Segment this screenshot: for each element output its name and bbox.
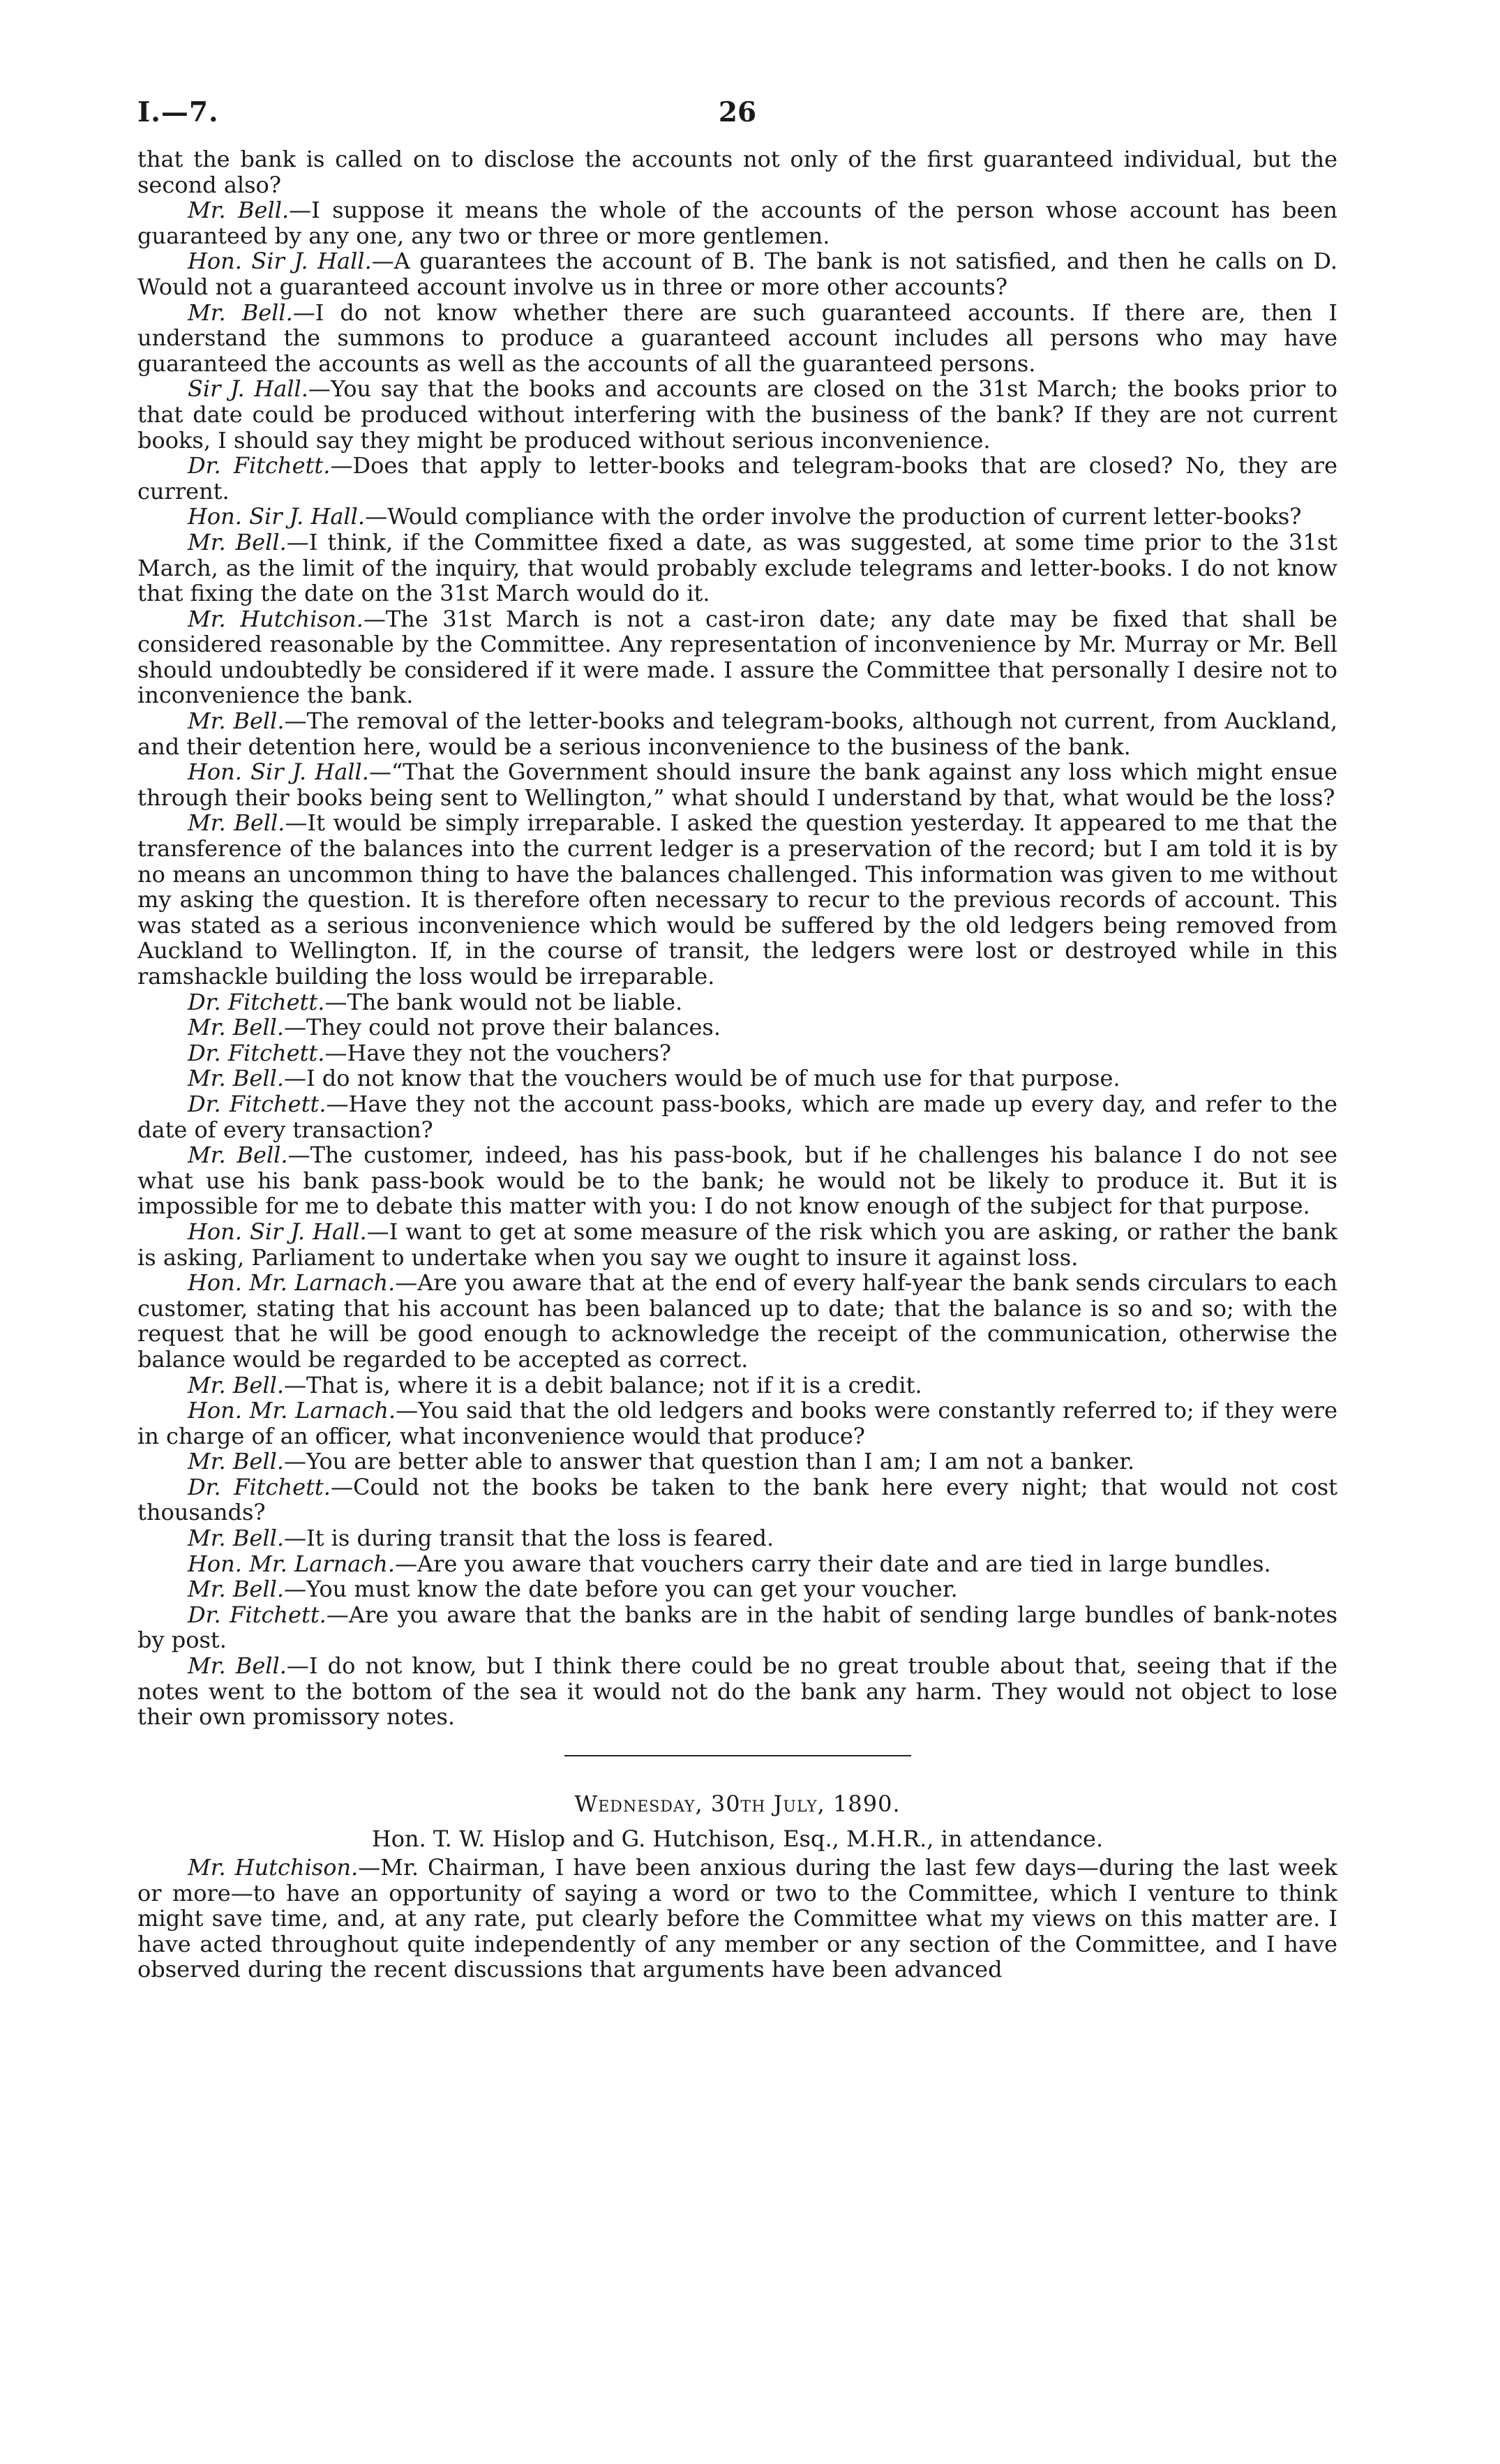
paragraph-text: —Have they not the account pass-books, which are made up every day, and refer to the date of every transaction?: [137, 1090, 1338, 1143]
paragraph-text: —I do not know whether there are such guaranteed accounts. If there are, then I understand the summons to produce a guaranteed account includes all persons who may have guaranteed the accounts as well as the accounts of all the guaranteed persons.: [137, 299, 1338, 377]
paragraph: [137, 1449, 1337, 1474]
paragraph: [137, 1015, 1337, 1040]
paragraph: [137, 1373, 1337, 1398]
paragraph: [137, 504, 1337, 530]
speaker-name: Mr. Bell.: [188, 1576, 284, 1603]
paragraph-text: —Mr. Chairman, I have been anxious during the last few days—during the last week or more—to have an opportunity of saying a word or two to the Committee, which I venture to think might save time, and, at any rate, put clearly before the Committee what my views on this matter are. I have acted throughout quite independently of any member or any section of the Committee, and I have observed during the recent discussions that arguments have been advanced: [137, 1854, 1338, 1983]
paragraph-text: —I suppose it means the whole of the accounts of the person whose account has been guaranteed by any one, any two or three or more gentlemen.: [137, 197, 1338, 249]
attendance-line: Hon. T. W. Hislop and G. Hutchison, Esq., M.H.R., in attendance.: [371, 1825, 1104, 1853]
speaker-name: Dr. Fitchett.: [188, 1473, 331, 1500]
paragraph: [137, 1398, 1337, 1449]
paragraph-text: —A guarantees the account of B. The bank is not satisfied, and then he calls on D. Would not a guaranteed account involve us in three or more other accounts?: [137, 248, 1338, 300]
speaker-name: Mr. Bell.: [188, 528, 287, 555]
speaker-name: Dr. Fitchett.: [188, 452, 331, 479]
speaker-name: Hon. Sir J. Hall.: [188, 503, 366, 530]
paragraph: [137, 1576, 1337, 1602]
body-text: [137, 147, 1337, 1983]
paragraph-text: —The 31st March is not a cast-iron date; any date may be fixed that shall be considered reasonable by the Committee. Any representation of inconvenience by Mr. Murray or Mr. Bell should undoubtedly be considered if it were made. I assure the Committee that personally I desire not to inconvenience the bank.: [137, 605, 1338, 709]
speaker-name: Mr. Bell.: [188, 1065, 284, 1092]
speaker-name: Dr. Fitchett.: [188, 988, 325, 1015]
speaker-name: Mr. Bell.: [188, 708, 285, 735]
speaker-name: Mr. Hutchison.: [188, 605, 363, 632]
paragraph: [137, 990, 1337, 1015]
speaker-name: Mr. Bell.: [188, 1371, 284, 1398]
paragraph-text: —I think, if the Committee fixed a date, as was suggested, at some time prior to the 31st March, as the limit of the inquiry, that would probably exclude telegrams and letter-books. I do not know that fixing the date on the 31st March would do it.: [137, 528, 1338, 607]
paragraph: [137, 1091, 1337, 1142]
running-header: [137, 96, 1337, 138]
paragraph-text: —You are better able to answer that question than I am; I am not a banker.: [283, 1448, 1135, 1475]
speaker-name: Sir J. Hall.: [188, 375, 308, 403]
paragraph: [137, 1525, 1337, 1551]
paragraph-text: —Are you aware that vouchers carry their date and are tied in large bundles.: [395, 1550, 1271, 1577]
speaker-name: Mr. Bell.: [188, 1014, 284, 1041]
speaker-name: Hon. Mr. Larnach.: [188, 1550, 396, 1577]
paragraph: [137, 248, 1337, 299]
section-paragraphs: [137, 1855, 1337, 1983]
speaker-name: Mr. Bell.: [188, 809, 285, 837]
paragraph-text: —That is, where it is a debit balance; not if it is a credit.: [283, 1371, 922, 1398]
speaker-name: Hon. Sir J. Hall.: [188, 759, 369, 786]
paragraph: [137, 1270, 1337, 1372]
paragraph-text: —I want to get at some measure of the risk which you are asking, or rather the bank is asking, Parliament to undertake when you say we ought to insure it against loss.: [137, 1218, 1338, 1271]
paragraph-text: —Are you aware that the banks are in the habit of sending large bundles of bank-notes by post.: [137, 1601, 1338, 1654]
speaker-name: Dr. Fitchett.: [188, 1090, 327, 1117]
speaker-name: Mr. Hutchison.: [188, 1854, 359, 1881]
paragraph: [137, 1066, 1337, 1091]
paragraph: [137, 810, 1337, 989]
paragraph: [137, 1142, 1337, 1219]
paragraph-text: —It would be simply irreparable. I asked the question yesterday. It appeared to me that the transference of the balances into the current ledger is a preservation of the record; but I am told it is by no means an uncommon thing to have the balances challenged. This information was given to me without my asking the question. It is therefore often necessary to recur to the previous records of account. This was stated as a serious inconvenience which would be suffered by the old ledgers being removed from Auckland to Wellington. If, in the course of transit, the ledgers were lost or destroyed while in this ramshackle building the loss would be irreparable.: [137, 809, 1338, 990]
paragraph: [137, 147, 1337, 197]
paragraph: [137, 197, 1337, 248]
paragraph-text: —You said that the old ledgers and books were constantly referred to; if they were in charge of an officer, what inconvenience would that produce?: [137, 1397, 1338, 1449]
speaker-name: Mr. Bell.: [188, 1525, 284, 1552]
paragraph-text: —I do not know that the vouchers would be of much use for that purpose.: [283, 1065, 1120, 1092]
speaker-name: Mr. Bell.: [188, 1652, 287, 1680]
paragraph: [137, 708, 1337, 759]
paragraph: [137, 453, 1337, 504]
paragraph-text: —They could not prove their balances.: [283, 1014, 721, 1041]
paragraph: [137, 1551, 1337, 1577]
paragraph: [137, 759, 1337, 810]
page-number: 26: [718, 96, 757, 128]
paragraph: [137, 1474, 1337, 1525]
section-date: Wednesday, 30th July, 1890.: [574, 1790, 901, 1817]
paragraph-text: —Would compliance with the order involve the production of current letter-books?: [365, 503, 1302, 530]
paragraph-text: —It is during transit that the loss is feared.: [283, 1525, 774, 1552]
paragraph-text: that the bank is called on to disclose the accounts not only of the first guaranteed individual, but the second also?: [137, 146, 1337, 198]
paragraph-text: —The bank would not be liable.: [324, 988, 683, 1015]
document-reference: I.—7.: [137, 96, 219, 128]
paragraph-text: —“That the Government should insure the bank against any loss which might ensue through their books being sent to Wellington,” what should I understand by that, what would be the loss?: [137, 759, 1338, 811]
paragraph-text: —Could not the books be taken to the bank here every night; that would not cost thousands?: [137, 1473, 1338, 1526]
paragraph: [137, 1653, 1337, 1730]
speaker-name: Dr. Fitchett.: [188, 1039, 325, 1066]
speaker-name: Hon. Mr. Larnach.: [188, 1397, 396, 1424]
speaker-name: Mr. Bell.: [188, 1448, 284, 1475]
paragraph: [137, 1219, 1337, 1270]
paragraph: [137, 1855, 1337, 1983]
paragraph: [137, 1040, 1337, 1066]
paragraph: [137, 606, 1337, 708]
speaker-name: Hon. Sir J. Hall.: [188, 1218, 367, 1245]
speaker-name: Dr. Fitchett.: [188, 1601, 327, 1628]
speaker-name: Mr. Bell.: [188, 1142, 288, 1169]
speaker-name: Hon. Mr. Larnach.: [188, 1269, 396, 1297]
paragraph-text: —You say that the books and accounts are closed on the 31st March; the books prior to that date could be produced without interfering with the business of the bank? If they are not current books, I should say they might be produced without serious inconvenience.: [137, 375, 1338, 454]
paragraph-text: —Does that apply to letter-books and telegram-books that are closed? No, they are current.: [137, 452, 1337, 505]
speaker-name: Hon. Sir J. Hall.: [188, 248, 372, 275]
paragraph: [137, 376, 1337, 453]
paragraph: [137, 530, 1337, 606]
paragraph-text: —Have they not the vouchers?: [324, 1039, 672, 1066]
paragraph: [137, 1602, 1337, 1653]
minutes-paragraphs: [137, 147, 1337, 1730]
paragraph-text: —You must know the date before you can get your voucher.: [283, 1576, 958, 1603]
paragraph-text: —The customer, indeed, has his pass-book, but if he challenges his balance I do not see what use his bank pass-book would be to the bank; he would not be likely to produce it. But it is impossible for me to debate this matter with you: I do not know enough of the subject for that purpose.: [137, 1142, 1338, 1220]
paragraph: [137, 300, 1337, 377]
paragraph-text: —Are you aware that at the end of every half-year the bank sends circulars to each customer, stating that his account has been balanced up to date; that the balance is so and so; with the request that he will be good enough to acknowledge the receipt of the communication, otherwise the balance would be regarded to be accepted as correct.: [137, 1269, 1338, 1373]
section-separator: [564, 1755, 911, 1756]
paragraph-text: —I do not know, but I think there could be no great trouble about that, seeing that if the notes went to the bottom of the sea it would not do the bank any harm. They would not object to lose their own promissory notes.: [137, 1652, 1338, 1731]
speaker-name: Mr. Bell.: [188, 197, 290, 224]
paragraph-text: —The removal of the letter-books and telegram-books, although not current, from Auckland, and their detention here, would be a serious inconvenience to the business of the bank.: [137, 708, 1338, 760]
speaker-name: Mr. Bell.: [188, 299, 293, 326]
